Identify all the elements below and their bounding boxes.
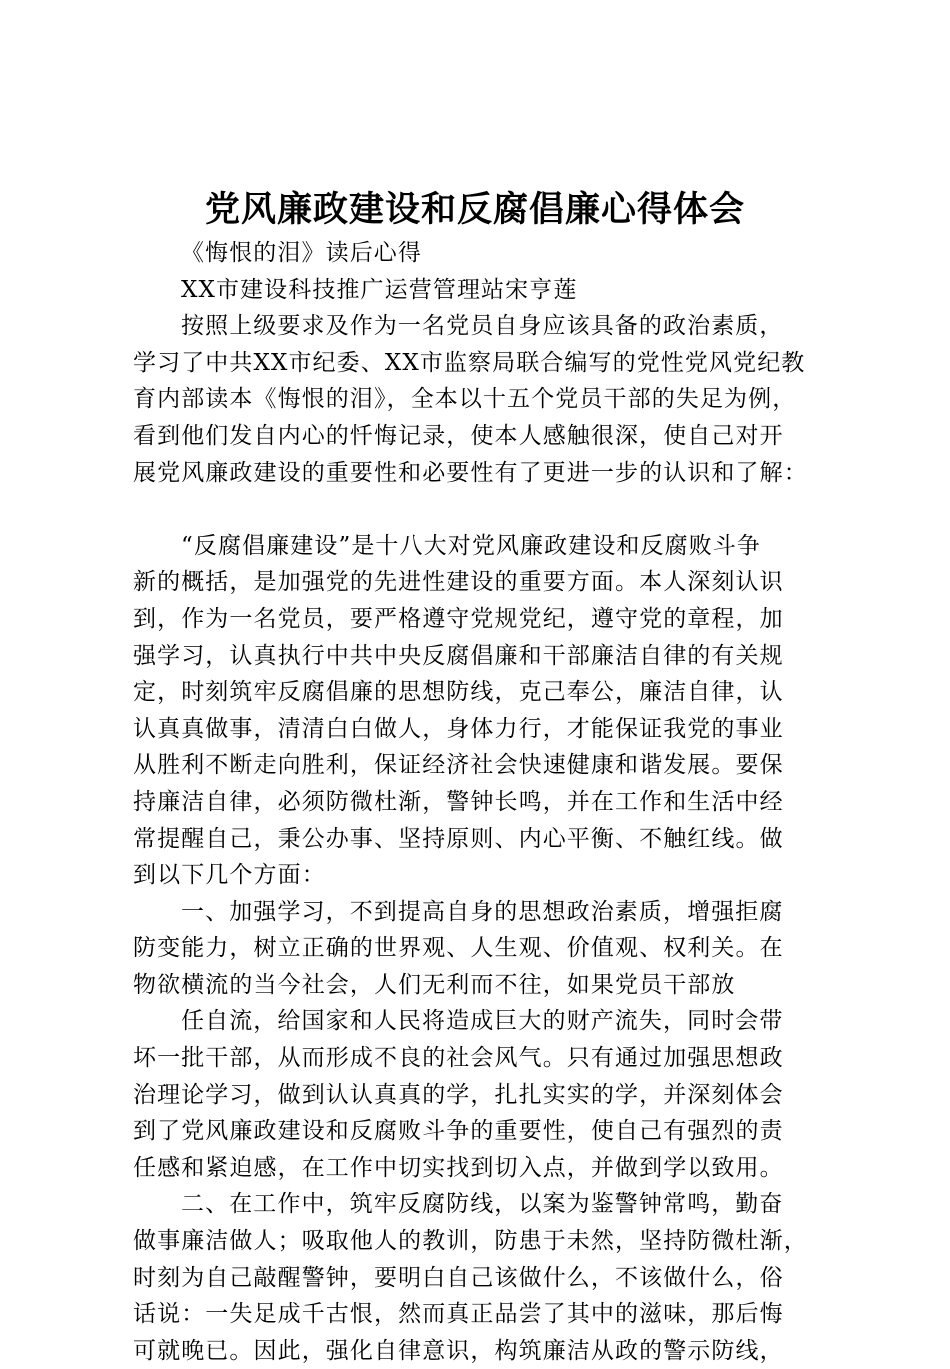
text-line: 《悔恨的泪》读后心得 (181, 240, 422, 266)
text-line: 从胜利不断走向胜利，保证经济社会快速健康和谐发展。要保 (133, 752, 784, 779)
document-body (133, 235, 833, 1369)
text-line: 新的概括，是加强党的先进性建设的重要方面。本人深刻认识 (133, 569, 784, 596)
text-line: 防变能力，树立正确的世界观、人生观、价值观、权利关。在 (133, 935, 784, 962)
text-line: 到，作为一名党员，要严格遵守党规党纪，遵守党的章程，加 (133, 605, 784, 632)
text-line: 任自流，给国家和人民将造成巨大的财产流失，同时会带 (181, 1008, 784, 1035)
text-line: XX市建设科技推广运营管理站宋亨莲 (181, 276, 578, 303)
text-line: 可就晚已。因此，强化自律意识，构筑廉洁从政的警示防线， (133, 1337, 784, 1364)
text-line: 强学习，认真执行中共中央反腐倡廉和干部廉洁自律的有关规 (133, 642, 784, 669)
text-line: 做事廉洁做人；吸取他人的教训，防患于未然，坚持防微杜渐， (133, 1228, 808, 1255)
document-title: 党风廉政建设和反腐倡廉心得体会 (204, 189, 745, 230)
text-line: 一、加强学习，不到提高自身的思想政治素质，增强拒腐 (181, 898, 784, 925)
text-line: 持廉洁自律，必须防微杜渐，警钟长鸣，并在工作和生活中经 (133, 788, 784, 815)
text-line: 物欲横流的当今社会，人们无利而不往，如果党员干部放 (133, 971, 736, 998)
text-line: 定，时刻筑牢反腐倡廉的思想防线，克己奉公，廉洁自律，认 (133, 679, 784, 706)
text-line: 常提醒自己，秉公办事、坚持原则、内心平衡、不触红线。做 (133, 825, 784, 852)
text-line: 坏一批干部，从而形成不良的社会风气。只有通过加强思想政 (133, 1045, 784, 1072)
text-line: 二、在工作中，筑牢反腐防线，以案为鉴警钟常鸣，勤奋 (181, 1191, 784, 1218)
text-line: “反腐倡廉建设”是十八大对党风廉政建设和反腐败斗争 (181, 532, 762, 559)
blank-line (133, 491, 833, 528)
text-line: 学习了中共XX市纪委、XX市监察局联合编写的党性党风党纪教 (133, 349, 806, 376)
text-line: 看到他们发自内心的忏悔记录，使本人感触很深，使自己对开 (133, 422, 784, 449)
text-line: 治理论学习，做到认认真真的学，扎扎实实的学，并深刻体会 (133, 1081, 784, 1108)
text-line: 按照上级要求及作为一名党员自身应该具备的政治素质， (181, 313, 784, 340)
text-line: 时刻为自己敲醒警钟，要明白自己该做什么，不该做什么，俗 (133, 1264, 784, 1291)
text-line: 育内部读本《悔恨的泪》，全本以十五个党员干部的失足为例， (133, 386, 797, 413)
text-line: 到以下几个方面： (133, 862, 326, 889)
text-line: 话说：一失足成千古恨，然而真正品尝了其中的滋味，那后悔 (133, 1301, 784, 1328)
text-line: 认真真做事，清清白白做人，身体力行，才能保证我党的事业 (133, 715, 784, 742)
text-line: 到了党风廉政建设和反腐败斗争的重要性，使自己有强烈的责 (133, 1118, 784, 1145)
text-line: 展党风廉政建设的重要性和必要性有了更进一步的认识和了解： (133, 459, 808, 486)
text-line: 任感和紧迫感，在工作中切实找到切入点，并做到学以致用。 (133, 1154, 784, 1181)
